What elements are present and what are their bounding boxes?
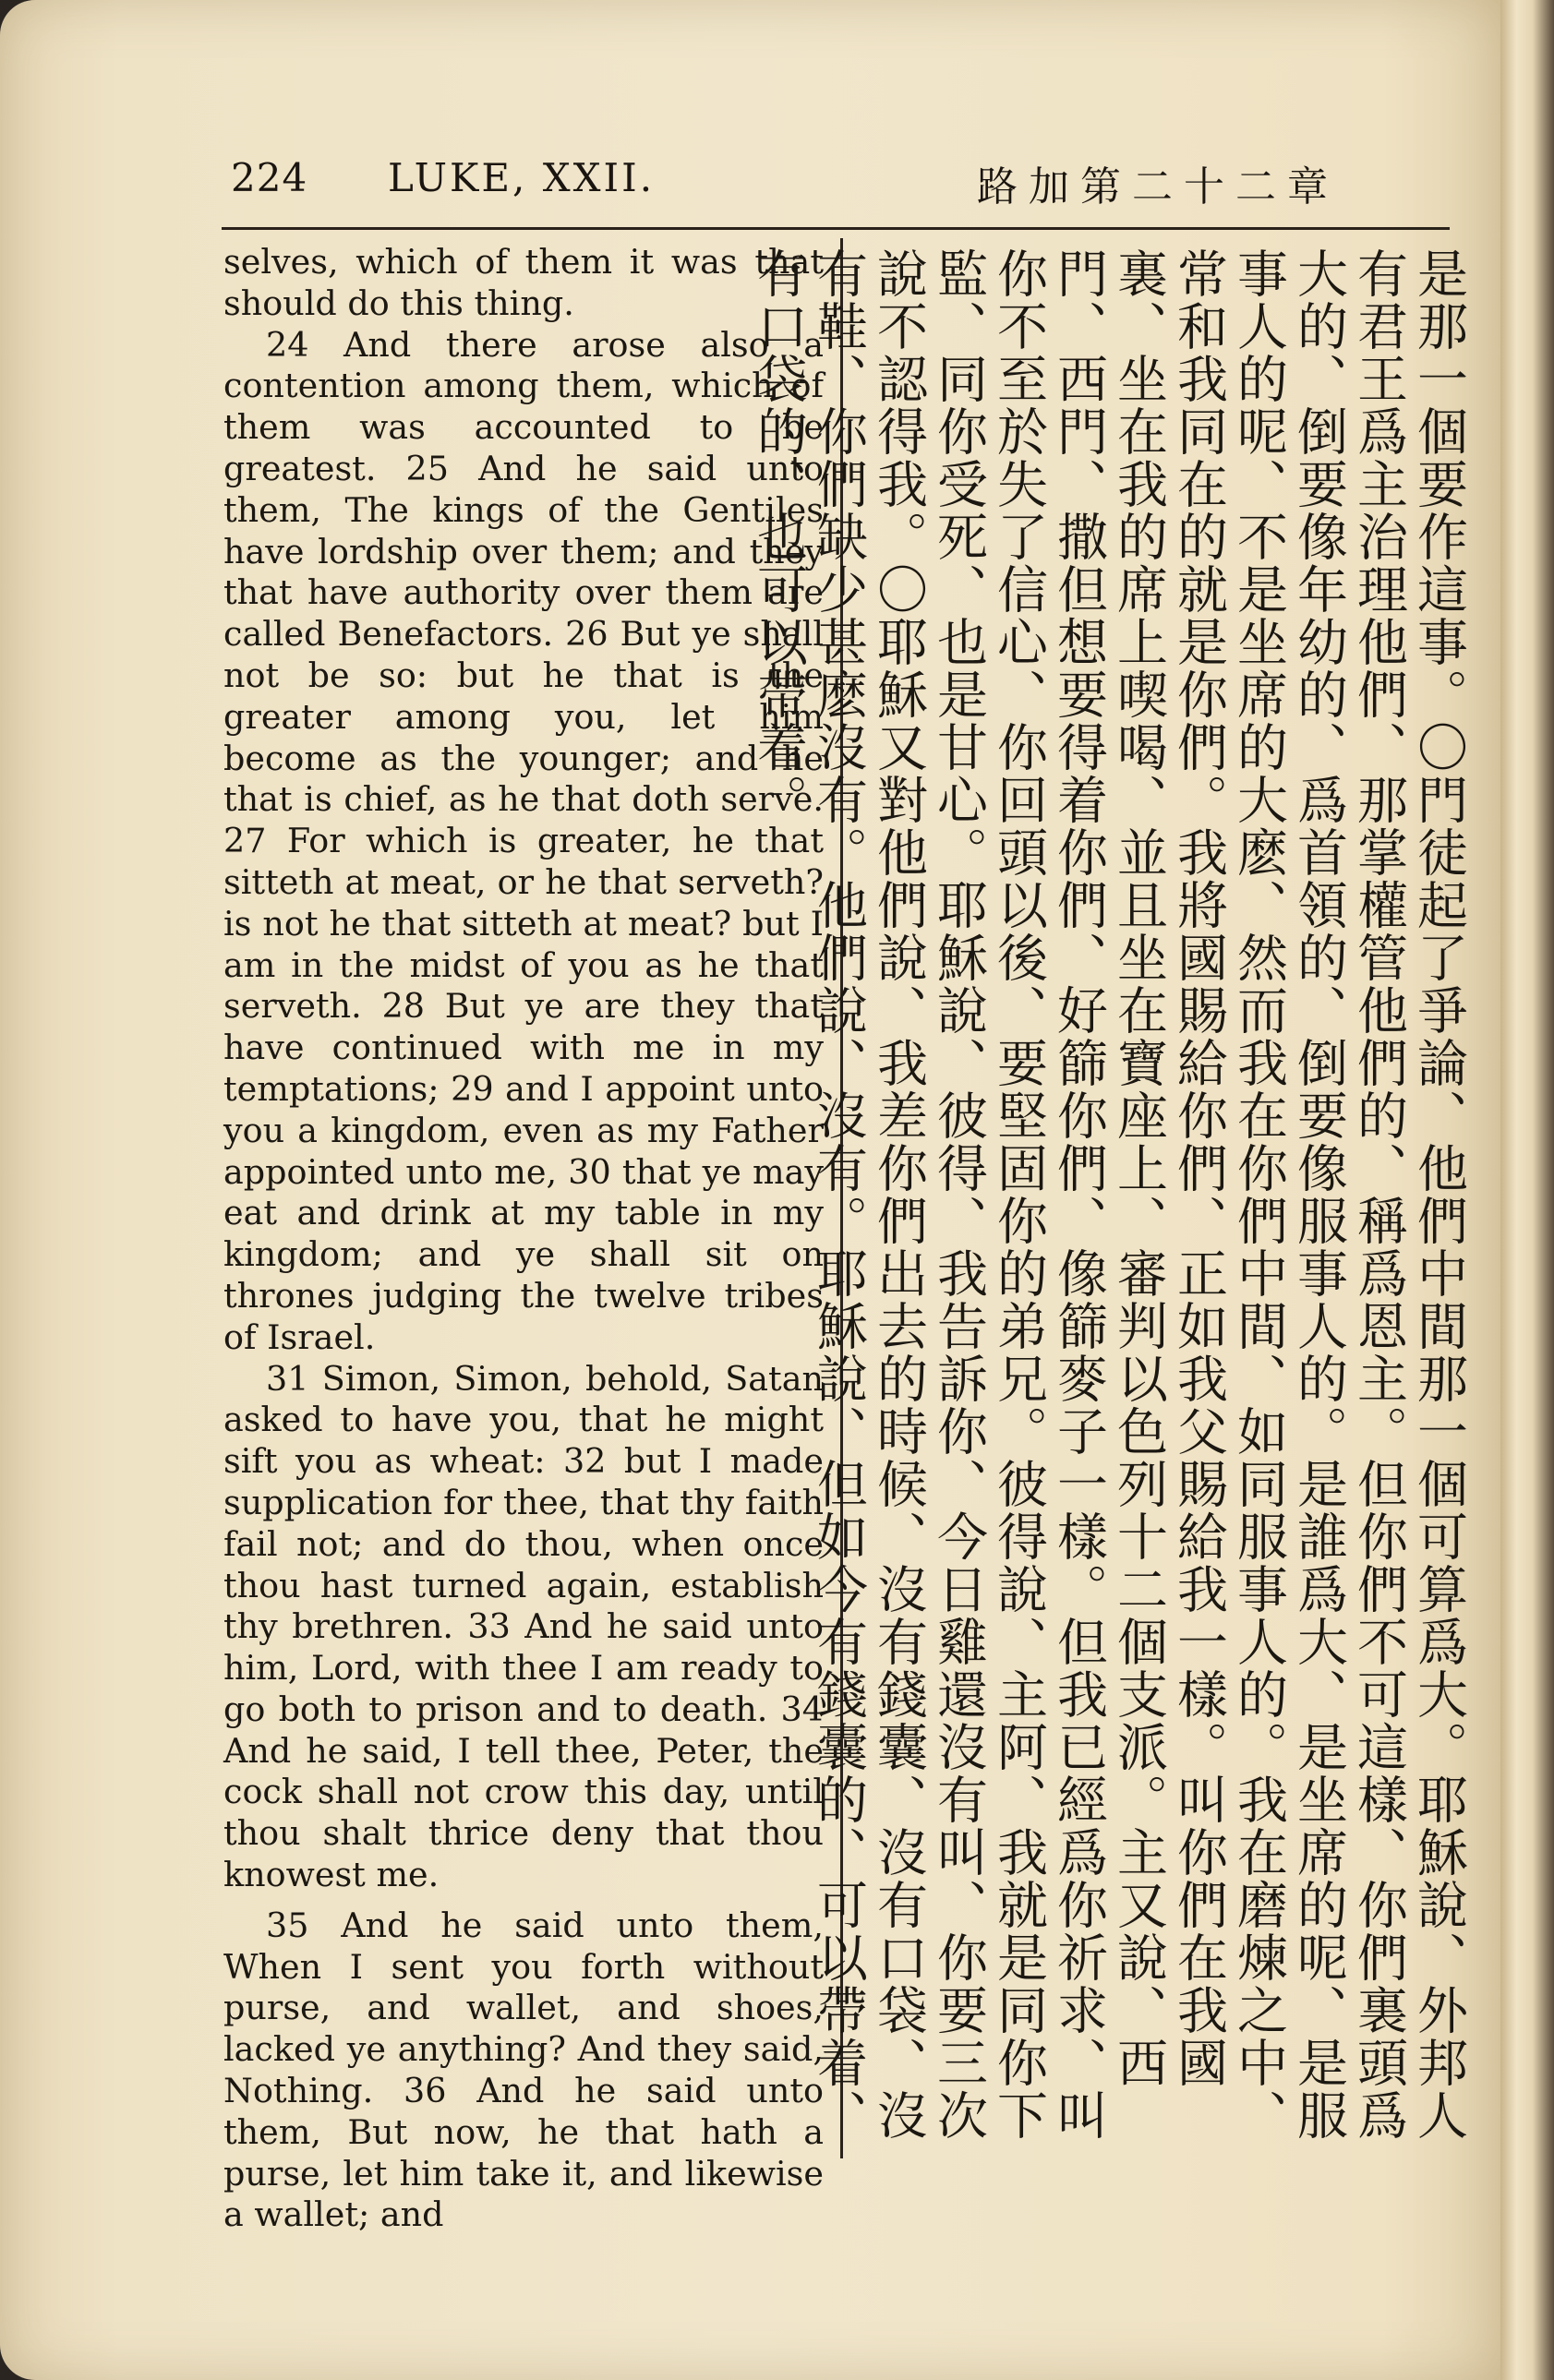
- english-paragraph: selves, which of them it was that should do this thing.: [223, 242, 824, 323]
- page-header: [222, 155, 1450, 220]
- chinese-text: 是那一個要作這事。〇門徒起了爭論、他們中間那一個可算爲大。耶穌說、外邦人有君王爲主治理他們、那掌權管他們的、稱爲恩主。但你們不可這樣、你們裏頭爲大的、倒要像年幼的、爲首領的、倒要像服事人的。是誰爲大、是坐席的呢、是服事人的呢、不是坐席的大麽、然而我在你們中間、如同服事人的。我在磨煉之中、常和我同在的就是你們。我將國賜給你們、正如我父賜給我一樣。叫你們在我國裏、坐在我的席上喫喝、並且坐在寶座上、審判以色列十二個支派。主又說、西門、西門、撒但想要得着你們、好篩你們、像篩麥子一樣。但我已經爲你祈求、叫你不至於失了信心、你回頭以後、要堅固你的弟兄。彼得說、主阿、我就是同你下監、同你受死、也是甘心。耶穌說、彼得、我告訴你、今日雞還沒有叫、你要三次說不認得我。〇耶穌又對他們說、我差你們出去的時候、沒有錢囊、沒有口袋、沒有鞋、你們缺少甚麽沒有。他們說、沒有。耶穌說、但如今有錢囊的、可以帶着、有口袋的、也可以帶着。: [749, 247, 1468, 2142]
- english-paragraph: 31 Simon, Simon, behold, Satan asked to have you, that he might sift you as wheat: 32 but I made supplication for thee, that thy faith fail not; and do thou, when once thou hast turned again, establish thy brethren. 33 And he said unto him, Lord, with thee I am ready to go both to prison and to death. 34 And he said, I tell thee, Peter, the cock shall not crow this day, until thou shalt thrice deny that thou knowest me.: [223, 1358, 824, 1895]
- english-paragraph: 24 And there arose also a contention among them, which of them was accounted to be greatest. 25 And he said unto them, The kings of the Gentiles have lordship over them; and they that have authority over them are called Benefactors. 26 But ye shall not be so: but he that is the greater among you, let him become as the younger; and he that is chief, as he that doth serve. 27 For which is greater, he that sitteth at meat, or he that serveth? is not he that sitteth at meat? but I am in the midst of you as he that serveth. 28 But ye are they that have continued with me in my temptations; 29 and I appoint unto you a kingdom, even as my Father appointed unto me, 30 that ye may eat and drink at my table in my kingdom; and ye shall sit on thrones judging the twelve tribes of Israel.: [223, 324, 824, 1357]
- english-column: [223, 242, 824, 2236]
- chinese-running-head: 路加第二十二章: [977, 163, 1339, 210]
- book-spine: [1500, 0, 1554, 2380]
- english-paragraph: 35 And he said unto them, When I sent you forth without purse, and wallet, and shoes, lacked ye anything? And they said, Nothing. 36 And he said unto them, But now, he that hath a purse, let him take it, and likewise a wallet; and: [223, 1905, 824, 2235]
- chinese-column: [749, 247, 1468, 2168]
- page-number: 224: [231, 155, 308, 200]
- header-rule: [222, 227, 1450, 230]
- running-head: LUKE, XXII.: [388, 155, 656, 200]
